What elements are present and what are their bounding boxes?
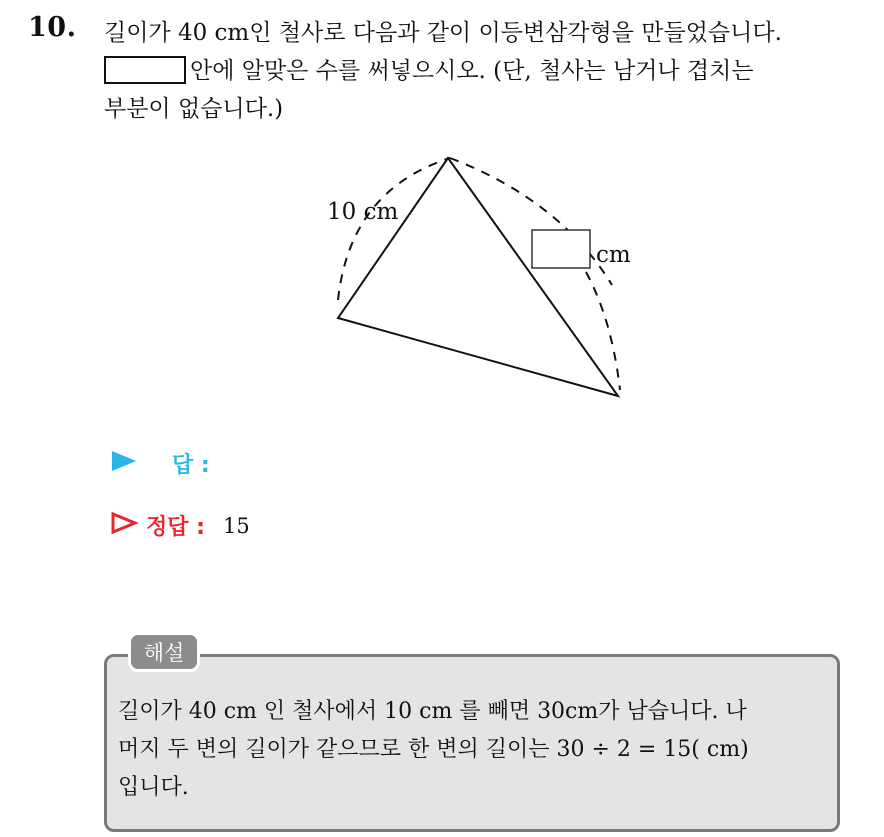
outline-triangle-icon: [110, 511, 144, 541]
correct-answer-row: [110, 510, 250, 541]
question-line-3: 부분이 없습니다.): [104, 96, 284, 122]
answer-label: 답 :: [172, 453, 210, 478]
correct-answer-label: 정답 :: [146, 515, 205, 540]
triangle: [338, 158, 618, 396]
correct-answer-value: 15: [222, 513, 250, 538]
solution-tag: 해설: [128, 632, 200, 672]
figure-blank-box: [532, 230, 590, 268]
question-number: 10.: [28, 12, 77, 43]
arc-right-lower: [586, 272, 620, 390]
answer-row: [110, 448, 210, 479]
blank-unit-label: cm: [596, 242, 631, 268]
question-line-2-text: 안에 알맞은 수를 써넣으시오. (단, 철사는 남거나 겹치는: [190, 58, 754, 84]
side-label: 10 cm: [327, 199, 399, 225]
solution-line-1: 길이가 40 cm 인 철사에서 10 cm 를 빼면 30cm가 남습니다. 나: [118, 699, 747, 724]
question-line-1: 길이가 40 cm인 철사로 다음과 같이 이등변삼각형을 만들었습니다.: [104, 20, 782, 46]
solution-line-3: 입니다.: [118, 775, 189, 800]
play-triangle-icon: [110, 449, 144, 479]
solution-line-2: 머지 두 변의 길이가 같으므로 한 변의 길이는 30 ÷ 2 = 15( cm): [118, 737, 749, 762]
